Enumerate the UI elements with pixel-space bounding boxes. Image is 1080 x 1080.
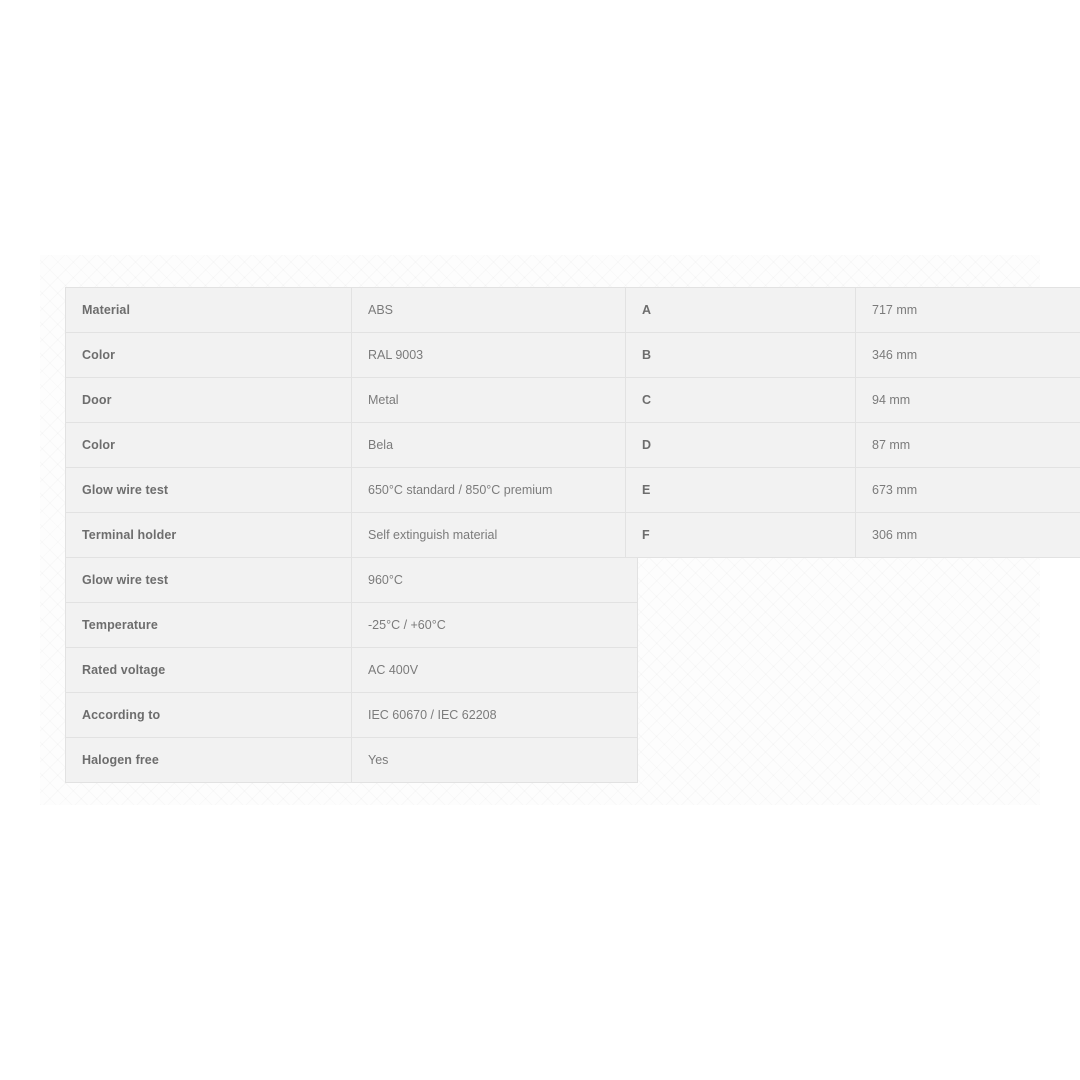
table-row: [66, 738, 638, 783]
spec-label: Terminal holder: [66, 513, 352, 558]
product-specifications-table: [65, 287, 638, 783]
table-row: [626, 423, 1080, 468]
spec-label: Halogen free: [66, 738, 352, 783]
spec-value: -25°C / +60°C: [352, 603, 638, 648]
spec-label: Color: [66, 333, 352, 378]
spec-label: Glow wire test: [66, 558, 352, 603]
table-row: [66, 378, 638, 423]
table-row: [626, 513, 1080, 558]
dimension-value: 306 mm: [856, 513, 1080, 558]
table-row: [66, 468, 638, 513]
dimension-value: 346 mm: [856, 333, 1080, 378]
spec-value: AC 400V: [352, 648, 638, 693]
spec-value: Yes: [352, 738, 638, 783]
spec-value: Self extinguish material: [352, 513, 638, 558]
table-row: [66, 558, 638, 603]
spec-value: RAL 9003: [352, 333, 638, 378]
table-row: [626, 378, 1080, 423]
dimension-value: 673 mm: [856, 468, 1080, 513]
spec-label: Rated voltage: [66, 648, 352, 693]
spec-value: Metal: [352, 378, 638, 423]
table-row: [66, 693, 638, 738]
dimension-value: 87 mm: [856, 423, 1080, 468]
table-row: [66, 513, 638, 558]
table-row: [66, 333, 638, 378]
table-row: [66, 423, 638, 468]
table-row: [626, 468, 1080, 513]
spec-label: Glow wire test: [66, 468, 352, 513]
spec-value: 960°C: [352, 558, 638, 603]
dimension-label: A: [626, 288, 856, 333]
spec-label: Door: [66, 378, 352, 423]
dimension-label: F: [626, 513, 856, 558]
table-row: [66, 288, 638, 333]
dimension-label: D: [626, 423, 856, 468]
product-dimensions-table: [625, 287, 1080, 558]
dimension-value: 94 mm: [856, 378, 1080, 423]
dimension-value: 717 mm: [856, 288, 1080, 333]
dimensions-body: [626, 288, 1080, 558]
table-row: [66, 648, 638, 693]
spec-label: Temperature: [66, 603, 352, 648]
specifications-body: [66, 288, 638, 783]
dimension-label: E: [626, 468, 856, 513]
spec-value: 650°C standard / 850°C premium: [352, 468, 638, 513]
spec-label: Material: [66, 288, 352, 333]
spec-value: IEC 60670 / IEC 62208: [352, 693, 638, 738]
dimension-label: C: [626, 378, 856, 423]
spec-value: Bela: [352, 423, 638, 468]
table-row: [66, 603, 638, 648]
spec-label: According to: [66, 693, 352, 738]
spec-label: Color: [66, 423, 352, 468]
spec-value: ABS: [352, 288, 638, 333]
dimension-label: B: [626, 333, 856, 378]
table-row: [626, 333, 1080, 378]
table-row: [626, 288, 1080, 333]
